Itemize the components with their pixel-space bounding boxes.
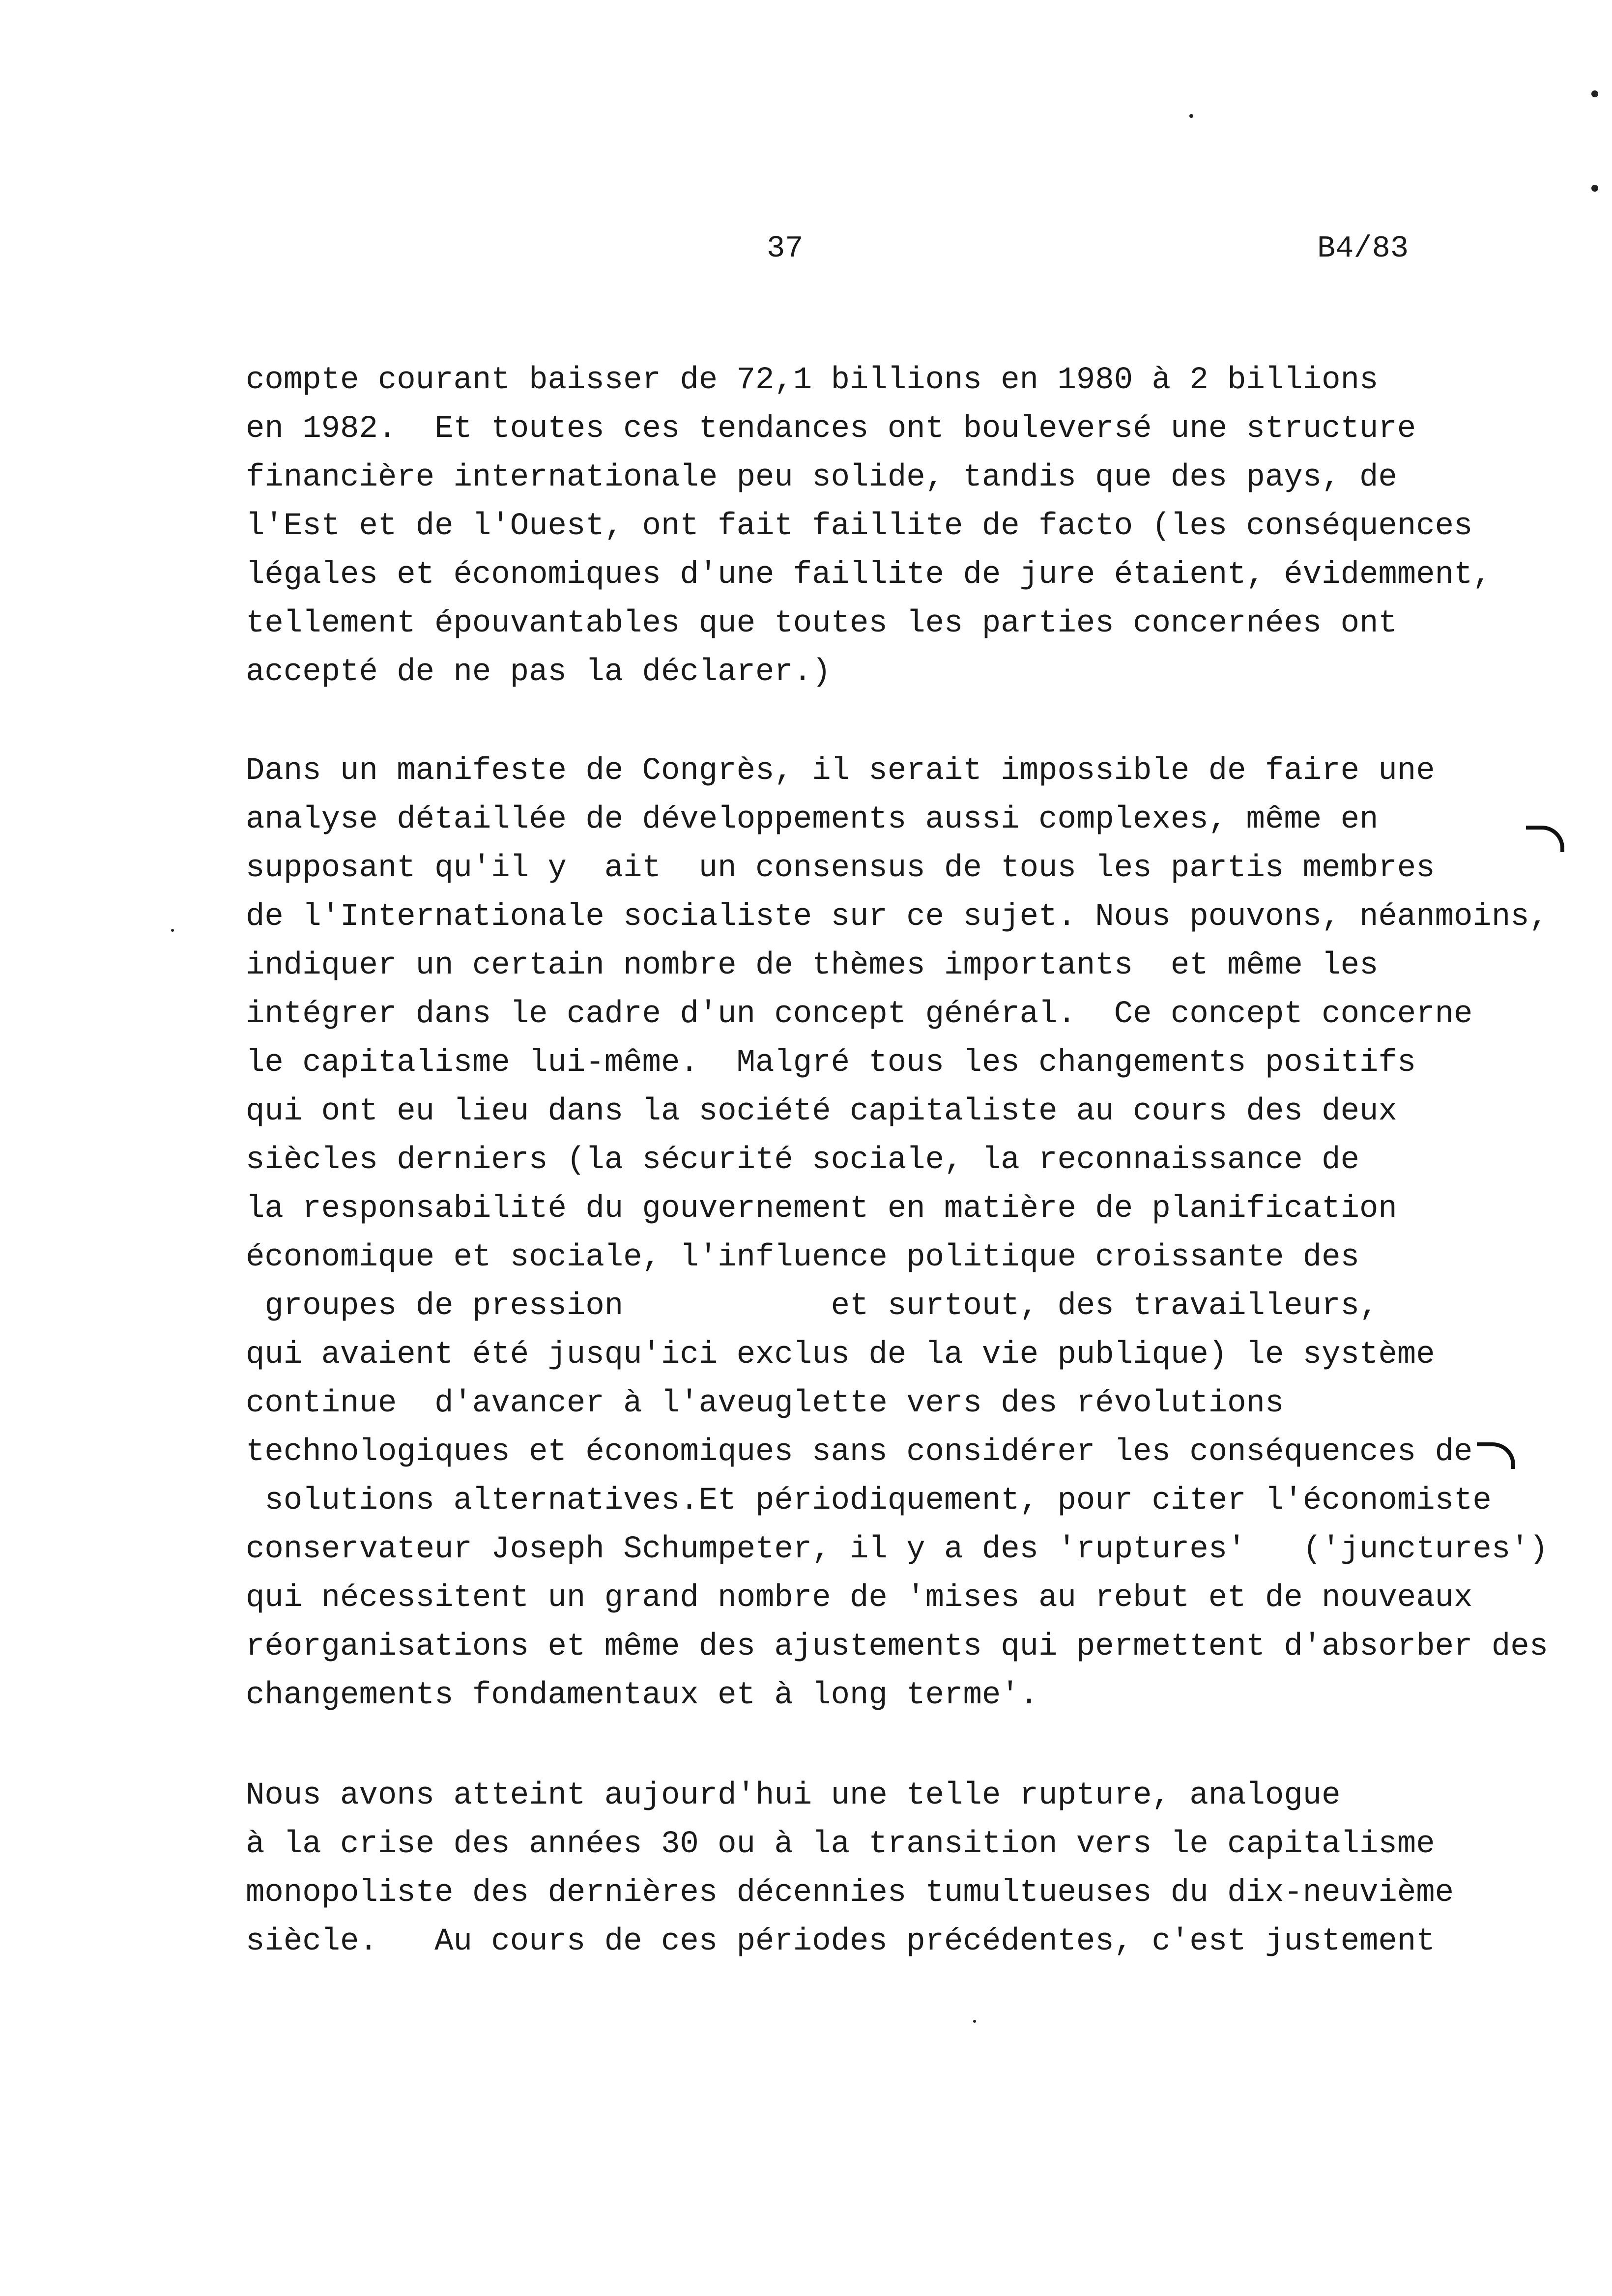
text-line: à la crise des années 30 ou à la transition vers le capitalisme (246, 1827, 1435, 1862)
text-line: qui avaient été jusqu'ici exclus de la vie publique) le système (246, 1337, 1435, 1373)
text-line: siècle. Au cours de ces périodes précédentes, c'est justement (246, 1924, 1435, 1959)
text-line: financière internationale peu solide, tandis que des pays, de (246, 460, 1397, 495)
text-line: tellement épouvantables que toutes les parties concernées ont (246, 606, 1397, 641)
text-line: l'Est et de l'Ouest, ont fait faillite de facto (les conséquences (246, 509, 1473, 544)
text-line: supposant qu'il y ait un consensus de tous les partis membres (246, 851, 1435, 886)
text-line: en 1982. Et toutes ces tendances ont bouleversé une structure (246, 411, 1416, 447)
text-line: solutions alternatives.Et périodiquement, pour citer l'économiste (246, 1483, 1492, 1519)
scan-speck (171, 929, 174, 932)
scan-speck (973, 2020, 976, 2023)
paragraph (246, 356, 1573, 697)
text-line: la responsabilité du gouvernement en matière de planification (246, 1191, 1397, 1227)
scan-speck (1189, 114, 1193, 118)
scan-speck (1591, 185, 1598, 192)
text-line: conservateur Joseph Schumpeter, il y a des 'ruptures' ('junctures') (246, 1532, 1549, 1567)
text-line: le capitalisme lui-même. Malgré tous les changements positifs (246, 1045, 1416, 1081)
text-line: économique et sociale, l'influence politique croissante des (246, 1240, 1359, 1275)
text-line: continue d'avancer à l'aveuglette vers des révolutions (246, 1386, 1284, 1421)
text-line: intégrer dans le cadre d'un concept général. Ce concept concerne (246, 997, 1473, 1032)
text-line: qui nécessitent un grand nombre de 'mises au rebut et de nouveaux (246, 1580, 1473, 1616)
text-line: accepté de ne pas la déclarer.) (246, 655, 831, 690)
text-line: groupes de pression et surtout, des travailleurs, (246, 1289, 1379, 1324)
text-line: indiquer un certain nombre de thèmes importants et même les (246, 948, 1379, 983)
text-line: Dans un manifeste de Congrès, il serait impossible de faire une (246, 753, 1435, 789)
text-line: de l'Internationale socialiste sur ce sujet. Nous pouvons, néanmoins, (246, 899, 1549, 935)
text-line: légales et économiques d'une faillite de jure étaient, évidemment, (246, 557, 1492, 593)
text-line: qui ont eu lieu dans la société capitaliste au cours des deux (246, 1094, 1397, 1129)
scan-speck (1591, 90, 1598, 97)
text-line: analyse détaillée de développements aussi complexes, même en (246, 802, 1379, 837)
document-reference: B4/83 (1317, 231, 1409, 266)
text-line: Nous avons atteint aujourd'hui une telle rupture, analogue (246, 1778, 1341, 1813)
text-line: réorganisations et même des ajustements qui permettent d'absorber des (246, 1629, 1549, 1665)
text-line: siècles derniers (la sécurité sociale, la reconnaissance de (246, 1143, 1359, 1178)
text-line: monopoliste des dernières décennies tumultueuses du dix-neuvième (246, 1875, 1454, 1911)
text-line: changements fondamentaux et à long terme'. (246, 1678, 1039, 1713)
paragraph (246, 747, 1573, 1720)
page-number: 37 (767, 231, 804, 266)
text-line: technologiques et économiques sans considérer les conséquences de (246, 1435, 1473, 1470)
text-line: compte courant baisser de 72,1 billions en 1980 à 2 billions (246, 363, 1379, 398)
paragraph (246, 1772, 1573, 1966)
